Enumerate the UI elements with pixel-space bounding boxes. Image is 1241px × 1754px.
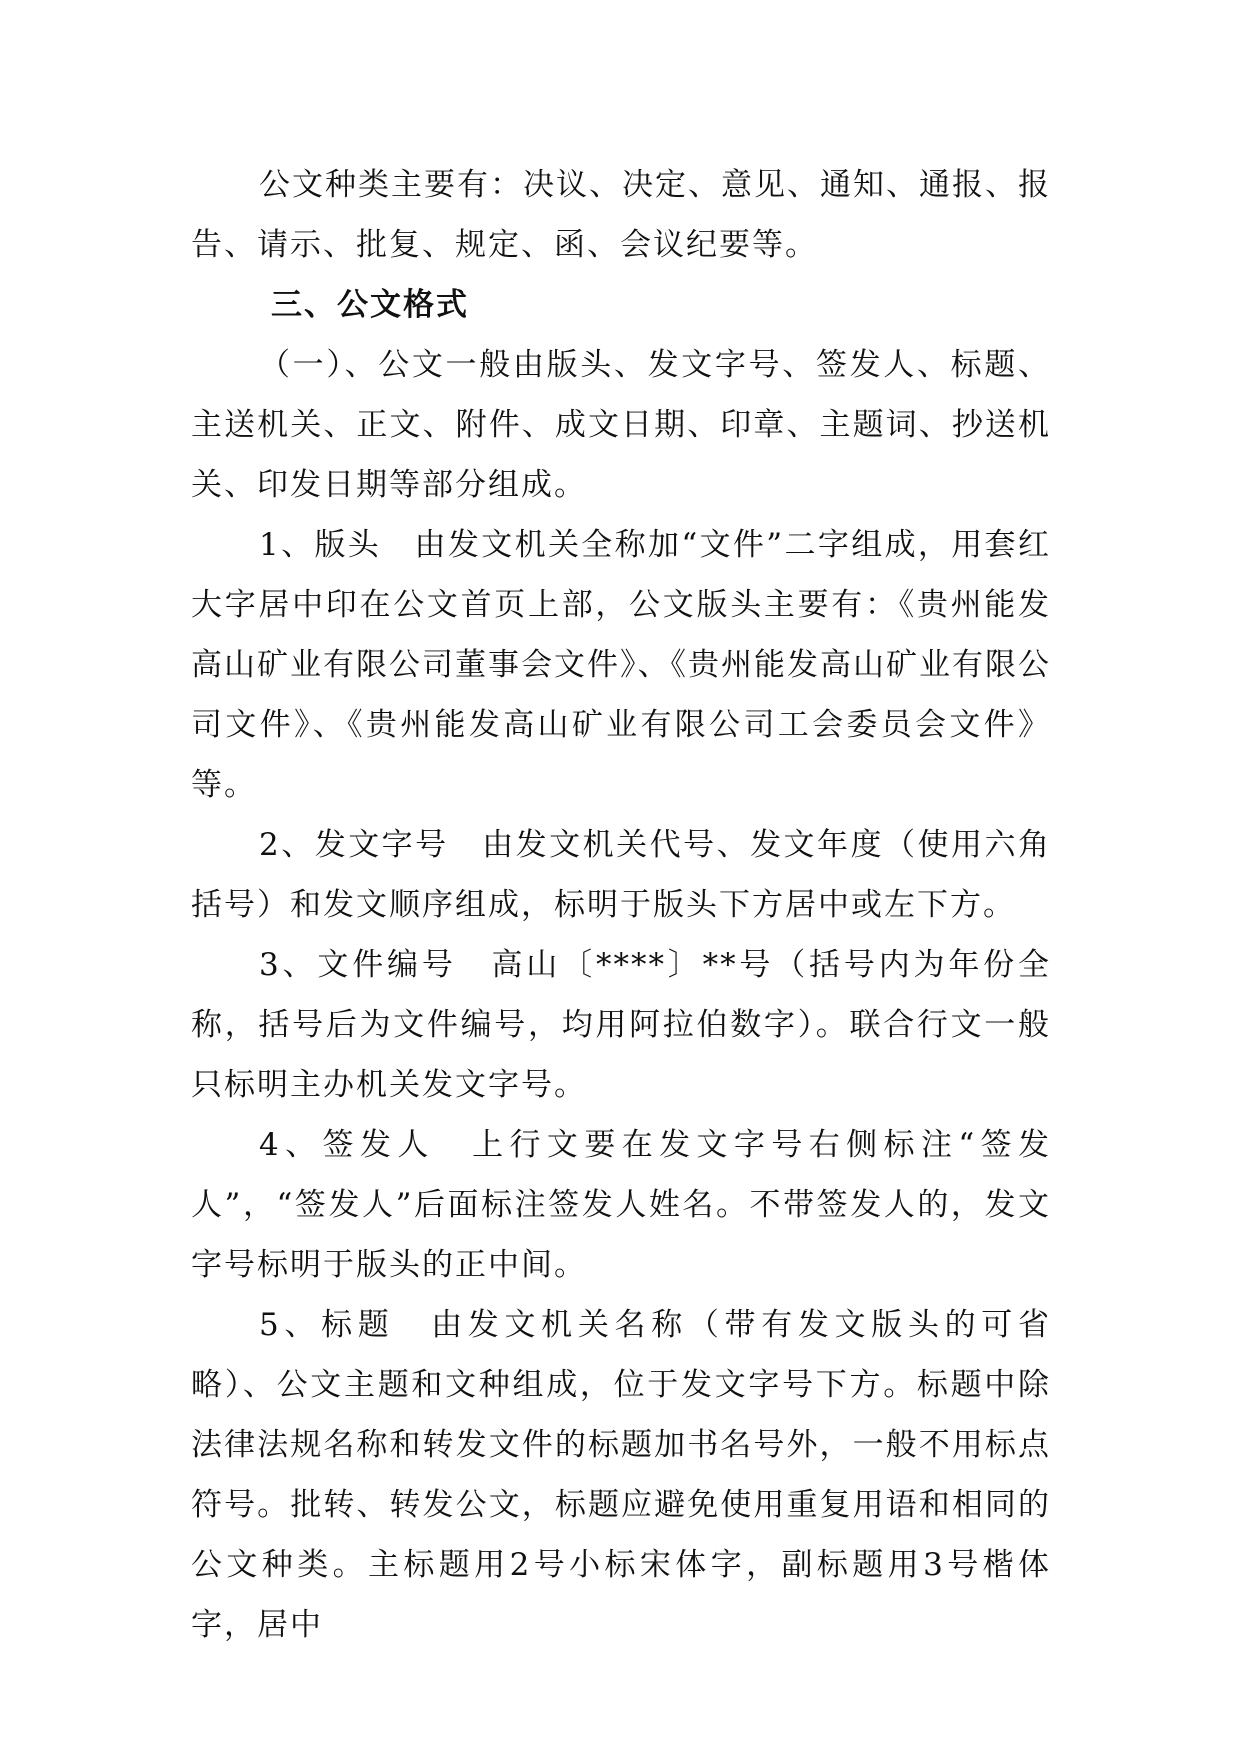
paragraph-signatory: 4、签发人 上行文要在发文字号右侧标注“签发人”，“签发人”后面标注签发人姓名。不带签发人的，发文字号标明于版头的正中间。	[191, 1127, 1051, 1283]
paragraph-file-number: 3、文件编号 高山〔****〕**号（括号内为年份全称，括号后为文件编号，均用阿拉伯数字）。联合行文一般只标明主办机关发文字号。	[191, 947, 1051, 1103]
paragraph-document-types: 公文种类主要有：决议、决定、意见、通知、通报、报告、请示、批复、规定、函、会议纪要等。	[191, 167, 1051, 263]
paragraph-document-components: （一）、公文一般由版头、发文字号、签发人、标题、主送机关、正文、附件、成文日期、印章、主题词、抄送机关、印发日期等部分组成。	[191, 347, 1051, 503]
document-body	[191, 155, 1051, 1655]
paragraph-issue-number: 2、发文字号 由发文机关代号、发文年度（使用六角括号）和发文顺序组成，标明于版头下方居中或左下方。	[191, 827, 1051, 923]
paragraph-title-rules: 5、标题 由发文机关名称（带有发文版头的可省略）、公文主题和文种组成，位于发文字号下方。标题中除法律法规名称和转发文件的标题加书名号外，一般不用标点符号。批转、转发公文，标题应避免使用重复用语和相同的公文种类。主标题用2号小标宋体字，副标题用3号楷体字，居中	[191, 1307, 1051, 1643]
section-heading-document-format: 三、公文格式	[271, 287, 469, 323]
paragraph-letterhead: 1、版头 由发文机关全称加“文件”二字组成，用套红大字居中印在公文首页上部，公文版头主要有：《贵州能发高山矿业有限公司董事会文件》、《贵州能发高山矿业有限公司文件》、《贵州能发高山矿业有限公司工会委员会文件》等。	[191, 527, 1051, 803]
